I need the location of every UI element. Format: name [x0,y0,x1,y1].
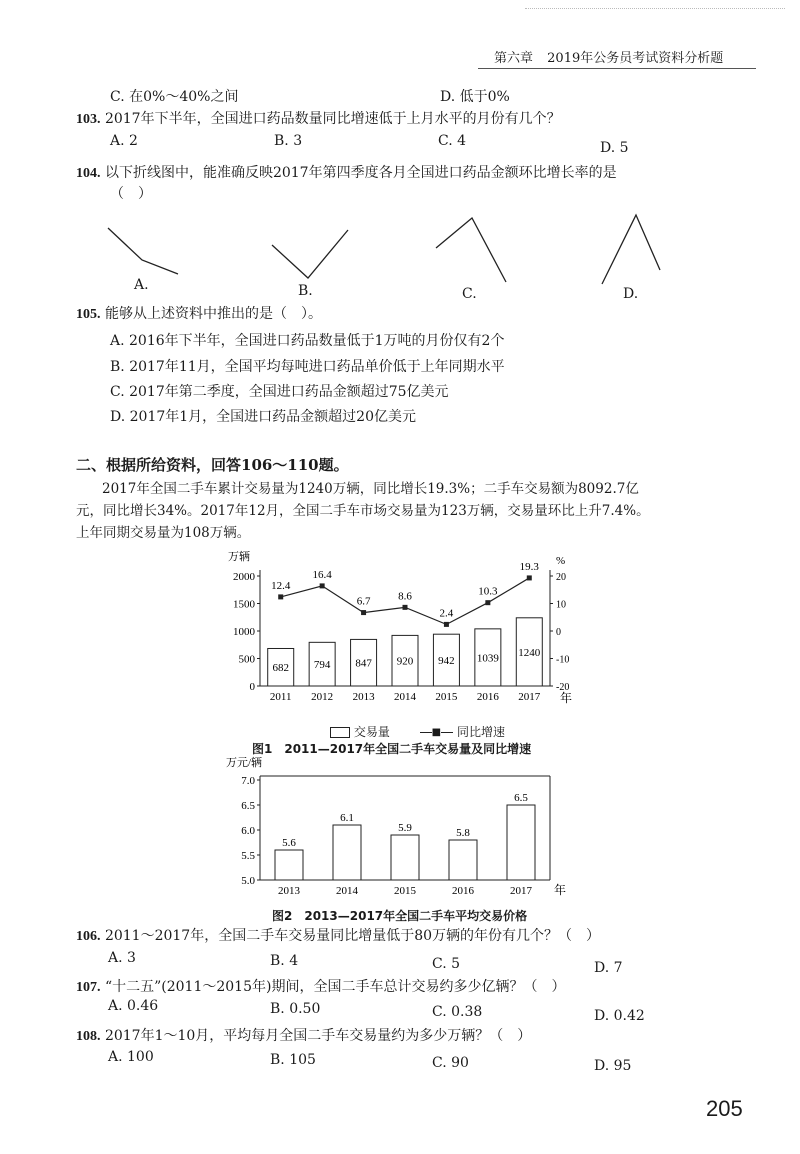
volume-bar-label: 1039 [476,652,499,665]
volume-bar-label: 794 [313,659,331,672]
q107-option-b: B. 0.50 [270,1001,321,1017]
x-tick-label: 2014 [394,691,416,703]
chart2-title: 图2 2013—2017年全国二手车平均交易价格 [272,909,528,923]
question-number: 104. [76,166,101,181]
y-tick-label: 7.0 [241,775,255,787]
price-bar [507,805,535,880]
growth-point [485,600,490,605]
x-tick-label: 2014 [336,885,358,897]
legend-line-swatch [420,732,432,733]
legend-line-swatch-right [441,732,453,733]
header-rule [478,68,756,69]
option-b-line [272,230,348,278]
question-103 [76,110,561,129]
y-tick-label-right: -10 [556,654,570,666]
question-number: 107. [76,980,101,995]
q107-option-a: A. 0.46 [108,998,159,1014]
option-d-label: D. [623,286,639,302]
y-tick-label-right: 20 [556,572,566,583]
q102-option-d: D. 低于0% [440,89,510,105]
question-number: 108. [76,1029,101,1044]
growth-point-label: 19.3 [519,560,539,573]
chapter-label [494,50,723,68]
option-c-line [436,218,506,282]
q105-option-a: A. 2016年下半年，全国进口药品数量低于1万吨的月份仅有2个 [110,333,505,349]
question-text: 2011～2017年，全国二手车交易量同比增量低于80万辆的年份有几个？（ ） [104,928,601,944]
chart-2 [220,754,600,904]
scan-noise-line [525,8,785,9]
option-b-label: B. [298,283,313,299]
x-axis-unit: 年 [560,691,573,705]
question-105 [76,305,322,324]
material-para-2: 元，同比增长34%。2017年12月，全国二手车市场交易量为123万辆，交易量环比上升7.4%。 [76,503,650,519]
x-tick-label: 2015 [394,885,416,897]
q106-option-d: D. 7 [594,960,623,976]
growth-point [361,610,366,615]
q104-blank: （ ） [110,186,152,202]
q106-option-a: A. 3 [108,950,136,966]
price-bar-label: 5.8 [456,827,470,839]
y-tick-label: 6.5 [241,800,255,812]
q103-option-c: C. 4 [438,133,467,149]
material-para-1: 2017年全国二手车累计交易量为1240万辆，同比增长19.3%；二手车交易额为8092.7亿 [102,481,639,497]
y-axis-title: 万元/辆 [226,757,263,769]
legend-bar-swatch [330,727,350,738]
y-tick-label-right: -20 [556,682,570,693]
price-bar [391,835,419,880]
chapter-number: 第六章 [494,51,534,66]
x-axis-unit: 年 [554,883,567,897]
volume-bar-label: 847 [355,657,372,670]
legend-volume-label: 交易量 [353,725,390,739]
option-a-label: A. [134,277,149,293]
question-number: 106. [76,929,101,944]
x-tick-label: 2015 [435,691,458,703]
page-number: 205 [706,1096,743,1121]
q106-option-b: B. 4 [270,953,299,969]
price-bar-label: 6.5 [514,792,528,804]
q106-option-c: C. 5 [432,956,461,972]
q105-option-d: D. 2017年1月，全国进口药品金额超过20亿美元 [110,409,416,425]
q103-option-d: D. 5 [600,140,629,156]
volume-bar-label: 682 [272,662,289,675]
price-bar-label: 6.1 [340,812,354,824]
price-bar-label: 5.6 [282,837,296,849]
growth-point-label: 6.7 [356,595,371,608]
growth-point-label: 2.4 [439,607,454,620]
q103-option-a: A. 2 [110,133,138,149]
y-tick-label: 5.0 [241,875,255,887]
material-para-3: 上年同期交易量为108万辆。 [76,525,251,541]
q103-option-b: B. 3 [274,133,303,149]
question-text: 以下折线图中，能准确反映2017年第四季度各月全国进口药品金额环比增长率的是 [104,165,617,181]
y-tick-label-left: 1000 [233,626,255,638]
x-tick-label: 2017 [518,691,541,703]
y-axis-left-title: 万辆 [228,551,250,563]
y-tick-label: 5.5 [241,850,255,862]
q107-option-c: C. 0.38 [432,1004,483,1020]
growth-point-label: 8.6 [398,590,412,603]
section-title: 二、根据所给资料，回答106～110题。 [76,456,349,474]
price-bar [275,850,303,880]
q108-option-b: B. 105 [270,1052,316,1068]
x-tick-label: 2017 [510,885,532,897]
growth-point-label: 12.4 [271,579,291,592]
x-tick-label: 2011 [269,691,292,703]
question-number: 105. [76,307,101,322]
y-tick-label-right: 0 [556,627,561,638]
volume-bar-label: 1240 [518,646,541,659]
volume-bar-label: 942 [438,655,455,668]
price-bar [333,825,361,880]
q104-line-options [100,210,700,300]
growth-point [444,622,449,627]
price-bar [449,840,477,880]
q105-option-b: B. 2017年11月，全国平均每吨进口药品单价低于上年同期水平 [110,359,505,375]
question-text: 2017年1～10月，平均每月全国二手车交易量约为多少万辆？（ ） [104,1028,532,1044]
y-tick-label-left: 1500 [233,598,255,611]
question-text: 能够从上述资料中推出的是（ ）。 [104,306,322,322]
question-number: 103. [76,112,101,127]
growth-point-label: 10.3 [478,585,498,598]
y-tick-label-left: 500 [238,653,255,666]
q102-option-c: C. 在0%～40%之间 [110,89,239,105]
y-axis-right-title: % [556,555,566,567]
x-tick-label: 2016 [476,691,499,703]
chart-1 [220,548,600,738]
question-106 [76,927,600,946]
option-c-label: C. [462,286,477,302]
y-tick-label: 6.0 [241,825,255,837]
y-tick-label-left: 0 [249,681,255,693]
q108-option-c: C. 90 [432,1055,469,1071]
growth-point [527,575,532,580]
chart1-legend [330,723,505,740]
x-tick-label: 2013 [278,885,300,897]
q108-option-a: A. 100 [108,1049,154,1065]
legend-growth-label: 同比增速 [456,725,505,739]
growth-point [403,605,408,610]
chart1-title: 图1 2011—2017年全国二手车交易量及同比增速 [252,742,532,756]
question-text: “十二五”(2011～2015年)期间，全国二手车总计交易约多少亿辆？（ ） [104,979,566,995]
q107-option-d: D. 0.42 [594,1008,645,1024]
x-tick-label: 2012 [311,691,334,703]
price-bar-label: 5.9 [398,822,412,834]
running-head-title: 2019年公务员考试资料分析题 [547,51,724,66]
growth-point-label: 16.4 [312,568,332,581]
question-107 [76,978,565,997]
question-text: 2017年下半年，全国进口药品数量同比增速低于上月水平的月份有几个？ [104,111,561,127]
volume-bar-label: 920 [396,655,414,668]
question-104 [76,164,617,183]
x-tick-label: 2016 [452,885,474,897]
growth-point [278,594,283,599]
option-a-line [108,228,178,274]
q108-option-d: D. 95 [594,1058,632,1074]
y-tick-label-right: 10 [556,599,566,611]
y-tick-label-left: 2000 [233,571,255,583]
x-tick-label: 2013 [352,691,375,703]
option-d-line [602,215,660,284]
q105-option-c: C. 2017年第二季度，全国进口药品金额超过75亿美元 [110,384,449,400]
growth-point [320,583,325,588]
legend-marker-icon: ■ [431,727,442,738]
question-108 [76,1027,531,1046]
